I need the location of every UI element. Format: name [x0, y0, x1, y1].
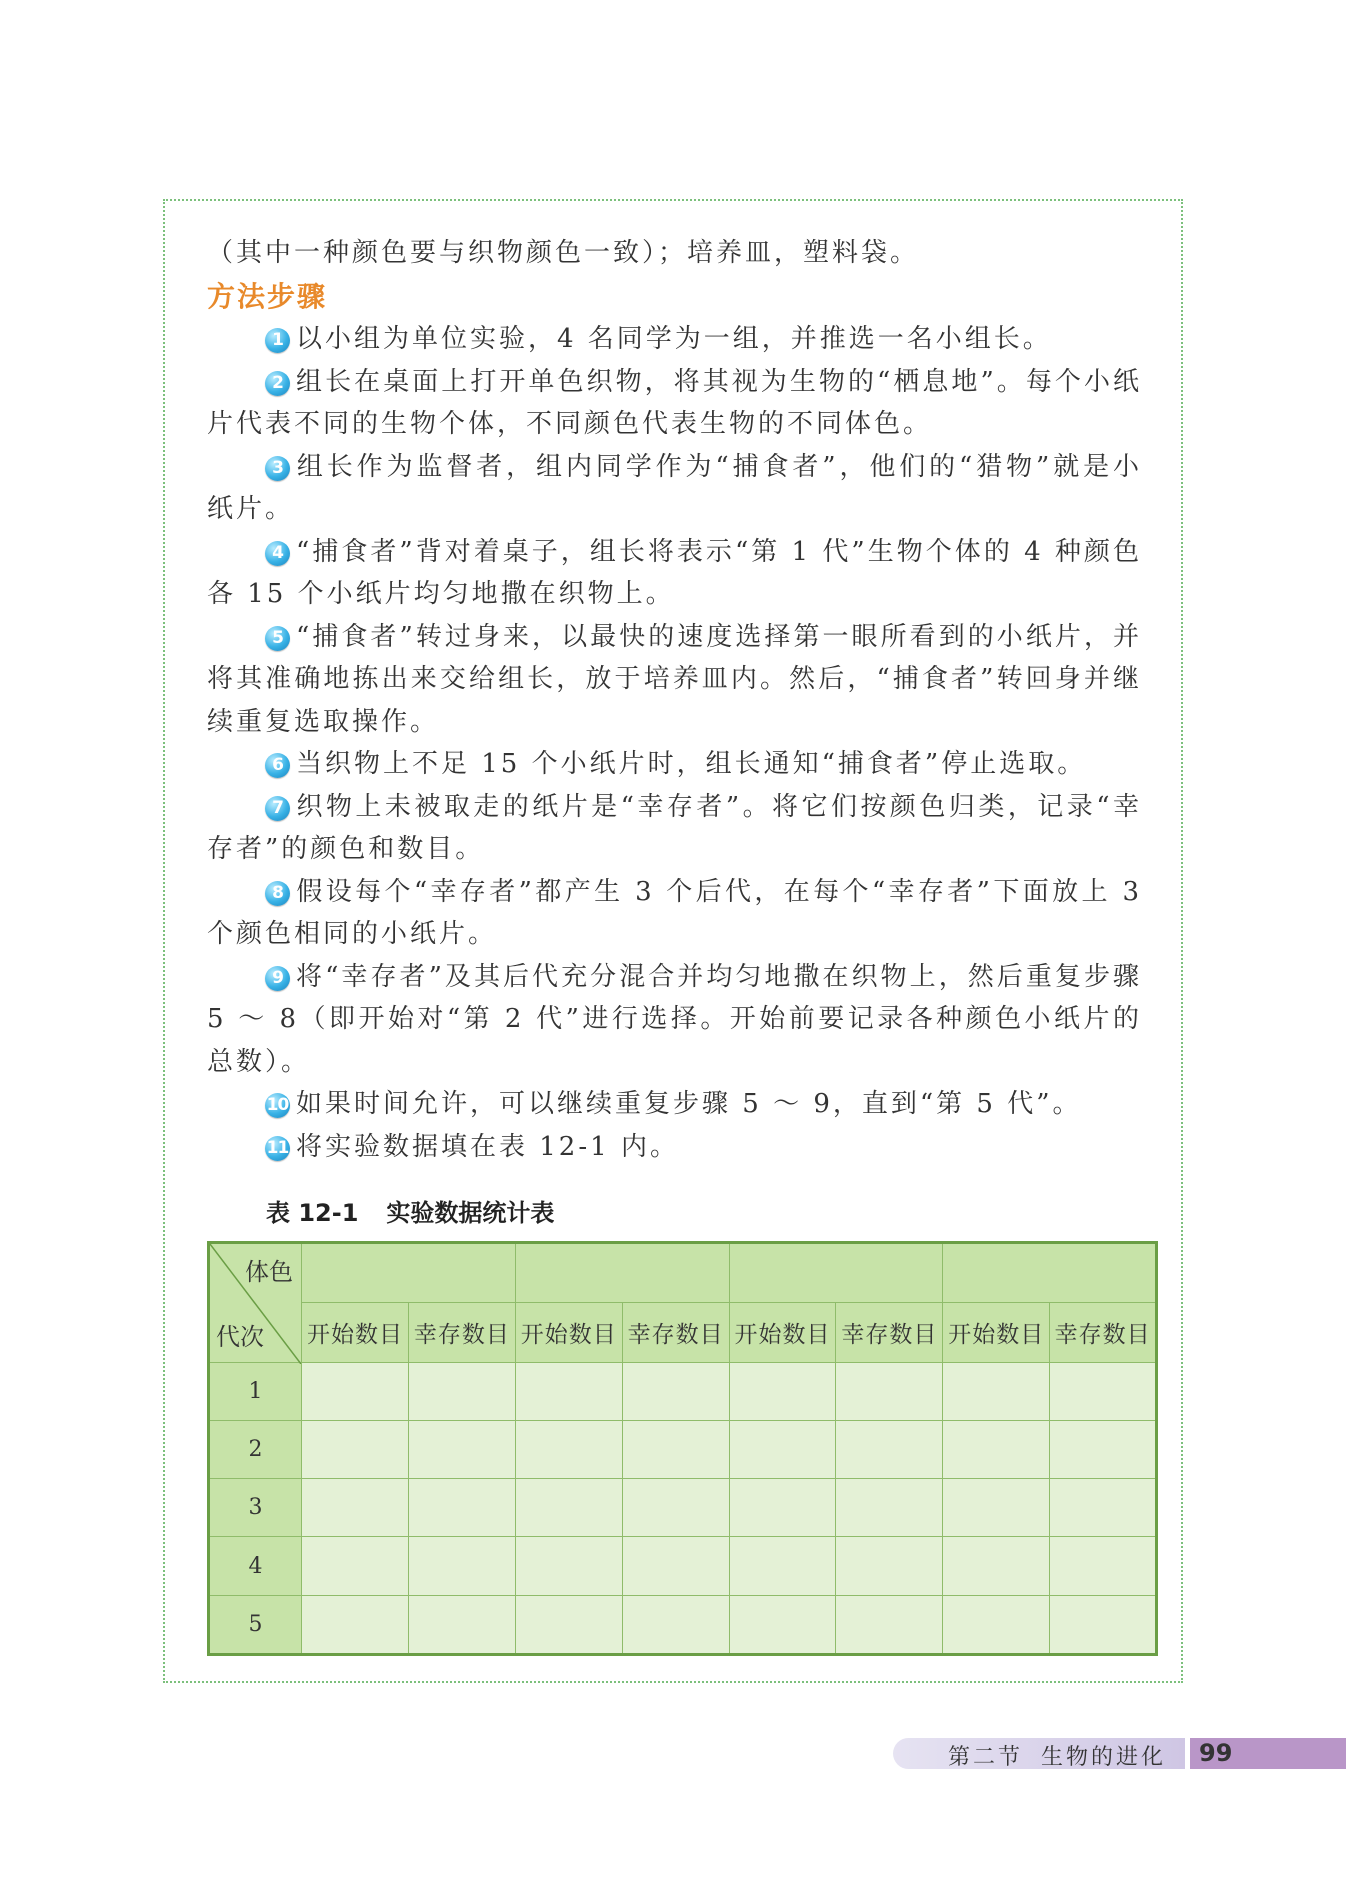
step-text: 将实验数据填在表 12-1 内。	[296, 1131, 679, 1162]
corner-label-generation: 代次	[216, 1322, 264, 1351]
data-cell	[943, 1479, 1050, 1537]
data-cell	[729, 1420, 836, 1478]
column-header-survivor-count: 幸存数目	[408, 1303, 515, 1362]
experiment-data-table	[207, 1241, 1158, 1656]
step-number-badge: 8	[265, 881, 290, 906]
step-list	[207, 318, 1142, 1168]
column-header-survivor-count: 幸存数目	[622, 1303, 729, 1362]
generation-label: 3	[209, 1479, 302, 1537]
step-item	[207, 786, 1142, 871]
color-group-header	[729, 1243, 943, 1303]
data-cell	[408, 1362, 515, 1420]
color-group-header	[943, 1243, 1157, 1303]
step-text: 织物上未被取走的纸片是“幸存者”。将它们按颜色归类，记录“幸存者”的颜色和数目。	[207, 791, 1142, 864]
data-cell	[943, 1595, 1050, 1654]
step-number-badge: 6	[265, 753, 290, 778]
table-title: 实验数据统计表	[386, 1199, 555, 1227]
data-cell	[836, 1595, 943, 1654]
table-corner-header	[209, 1243, 302, 1363]
step-item	[207, 1083, 1142, 1126]
data-cell	[943, 1537, 1050, 1595]
data-cell	[943, 1362, 1050, 1420]
generation-label: 4	[209, 1537, 302, 1595]
step-item	[207, 446, 1142, 531]
footer-section-label: 第二节	[948, 1745, 1024, 1770]
data-cell	[515, 1537, 622, 1595]
data-cell	[836, 1537, 943, 1595]
footer-chapter-title: 生物的进化	[1041, 1745, 1167, 1770]
step-item	[207, 616, 1142, 744]
data-cell	[622, 1595, 729, 1654]
step-text: 将“幸存者”及其后代充分混合并均匀地撒在织物上，然后重复步骤 5 ～ 8（即开始对“第 2 代”进行选择。开始前要记录各种颜色小纸片的总数）。	[207, 961, 1142, 1077]
step-text: “捕食者”转过身来，以最快的速度选择第一眼所看到的小纸片，并将其准确地拣出来交给组长，放于培养皿内。然后，“捕食者”转回身并继续重复选取操作。	[207, 621, 1142, 737]
generation-label: 5	[209, 1595, 302, 1654]
step-text: 组长在桌面上打开单色织物，将其视为生物的“栖息地”。每个小纸片代表不同的生物个体，不同颜色代表生物的不同体色。	[207, 366, 1142, 439]
data-cell	[515, 1479, 622, 1537]
data-cell	[622, 1537, 729, 1595]
column-header-survivor-count: 幸存数目	[836, 1303, 943, 1362]
step-item	[207, 318, 1142, 361]
data-cell	[836, 1362, 943, 1420]
column-header-start-count: 开始数目	[729, 1303, 836, 1362]
data-cell	[408, 1595, 515, 1654]
step-number-badge: 9	[265, 966, 290, 991]
data-cell	[515, 1595, 622, 1654]
table-number: 表 12-1	[266, 1199, 359, 1227]
step-item	[207, 531, 1142, 616]
data-cell	[1050, 1537, 1157, 1595]
step-text: 组长作为监督者，组内同学作为“捕食者”，他们的“猎物”就是小纸片。	[207, 451, 1142, 524]
color-group-header	[515, 1243, 729, 1303]
step-text: 假设每个“幸存者”都产生 3 个后代，在每个“幸存者”下面放上 3 个颜色相同的小纸片。	[207, 876, 1142, 949]
column-header-start-count: 开始数目	[943, 1303, 1050, 1362]
step-item	[207, 956, 1142, 1084]
data-cell	[729, 1595, 836, 1654]
data-cell	[302, 1595, 409, 1654]
color-group-header	[302, 1243, 516, 1303]
data-cell	[729, 1479, 836, 1537]
table-row	[209, 1362, 1157, 1420]
step-number-badge: 2	[265, 371, 290, 396]
step-text: 以小组为单位实验，4 名同学为一组，并推选一名小组长。	[296, 324, 1052, 354]
table-row	[209, 1479, 1157, 1537]
step-number-badge: 10	[265, 1093, 290, 1118]
step-number-badge: 11	[265, 1136, 290, 1161]
data-cell	[302, 1479, 409, 1537]
data-cell	[1050, 1420, 1157, 1478]
generation-label: 2	[209, 1420, 302, 1478]
data-cell	[622, 1420, 729, 1478]
data-cell	[622, 1362, 729, 1420]
generation-label: 1	[209, 1362, 302, 1420]
table-caption	[266, 1193, 554, 1228]
step-number-badge: 7	[265, 796, 290, 821]
step-item	[207, 743, 1142, 786]
step-number-badge: 3	[265, 456, 290, 481]
materials-line: （其中一种颜色要与织物颜色一致）；培养皿，塑料袋。	[207, 238, 920, 268]
step-text: 当织物上不足 15 个小纸片时，组长通知“捕食者”停止选取。	[296, 749, 1087, 779]
page-number: 99	[1185, 1738, 1346, 1769]
step-number-badge: 4	[265, 541, 290, 566]
data-cell	[1050, 1595, 1157, 1654]
data-cell	[1050, 1362, 1157, 1420]
data-cell	[729, 1537, 836, 1595]
data-cell	[943, 1420, 1050, 1478]
step-text: “捕食者”背对着桌子，组长将表示“第 1 代”生物个体的 4 种颜色各 15 个小纸片均匀地撒在织物上。	[207, 536, 1142, 609]
data-cell	[836, 1420, 943, 1478]
step-text: 如果时间允许，可以继续重复步骤 5 ～ 9，直到“第 5 代”。	[296, 1089, 1082, 1119]
method-heading: 方法步骤	[207, 280, 328, 313]
column-header-start-count: 开始数目	[302, 1303, 409, 1362]
data-cell	[408, 1537, 515, 1595]
step-item	[207, 1126, 1142, 1169]
step-item	[207, 361, 1142, 446]
table-row	[209, 1595, 1157, 1654]
data-cell	[622, 1479, 729, 1537]
data-cell	[408, 1420, 515, 1478]
data-cell	[515, 1420, 622, 1478]
corner-label-color: 体色	[245, 1258, 293, 1286]
column-header-start-count: 开始数目	[515, 1303, 622, 1362]
step-number-badge: 1	[265, 328, 290, 353]
step-item	[207, 871, 1142, 956]
data-cell	[1050, 1479, 1157, 1537]
data-cell	[408, 1479, 515, 1537]
data-cell	[302, 1537, 409, 1595]
table-row	[209, 1420, 1157, 1478]
data-cell	[515, 1362, 622, 1420]
data-cell	[836, 1479, 943, 1537]
footer-section-title	[948, 1740, 1166, 1771]
column-header-survivor-count: 幸存数目	[1050, 1303, 1157, 1362]
data-cell	[729, 1362, 836, 1420]
data-cell	[302, 1420, 409, 1478]
table-row	[209, 1537, 1157, 1595]
data-cell	[302, 1362, 409, 1420]
step-number-badge: 5	[265, 626, 290, 651]
